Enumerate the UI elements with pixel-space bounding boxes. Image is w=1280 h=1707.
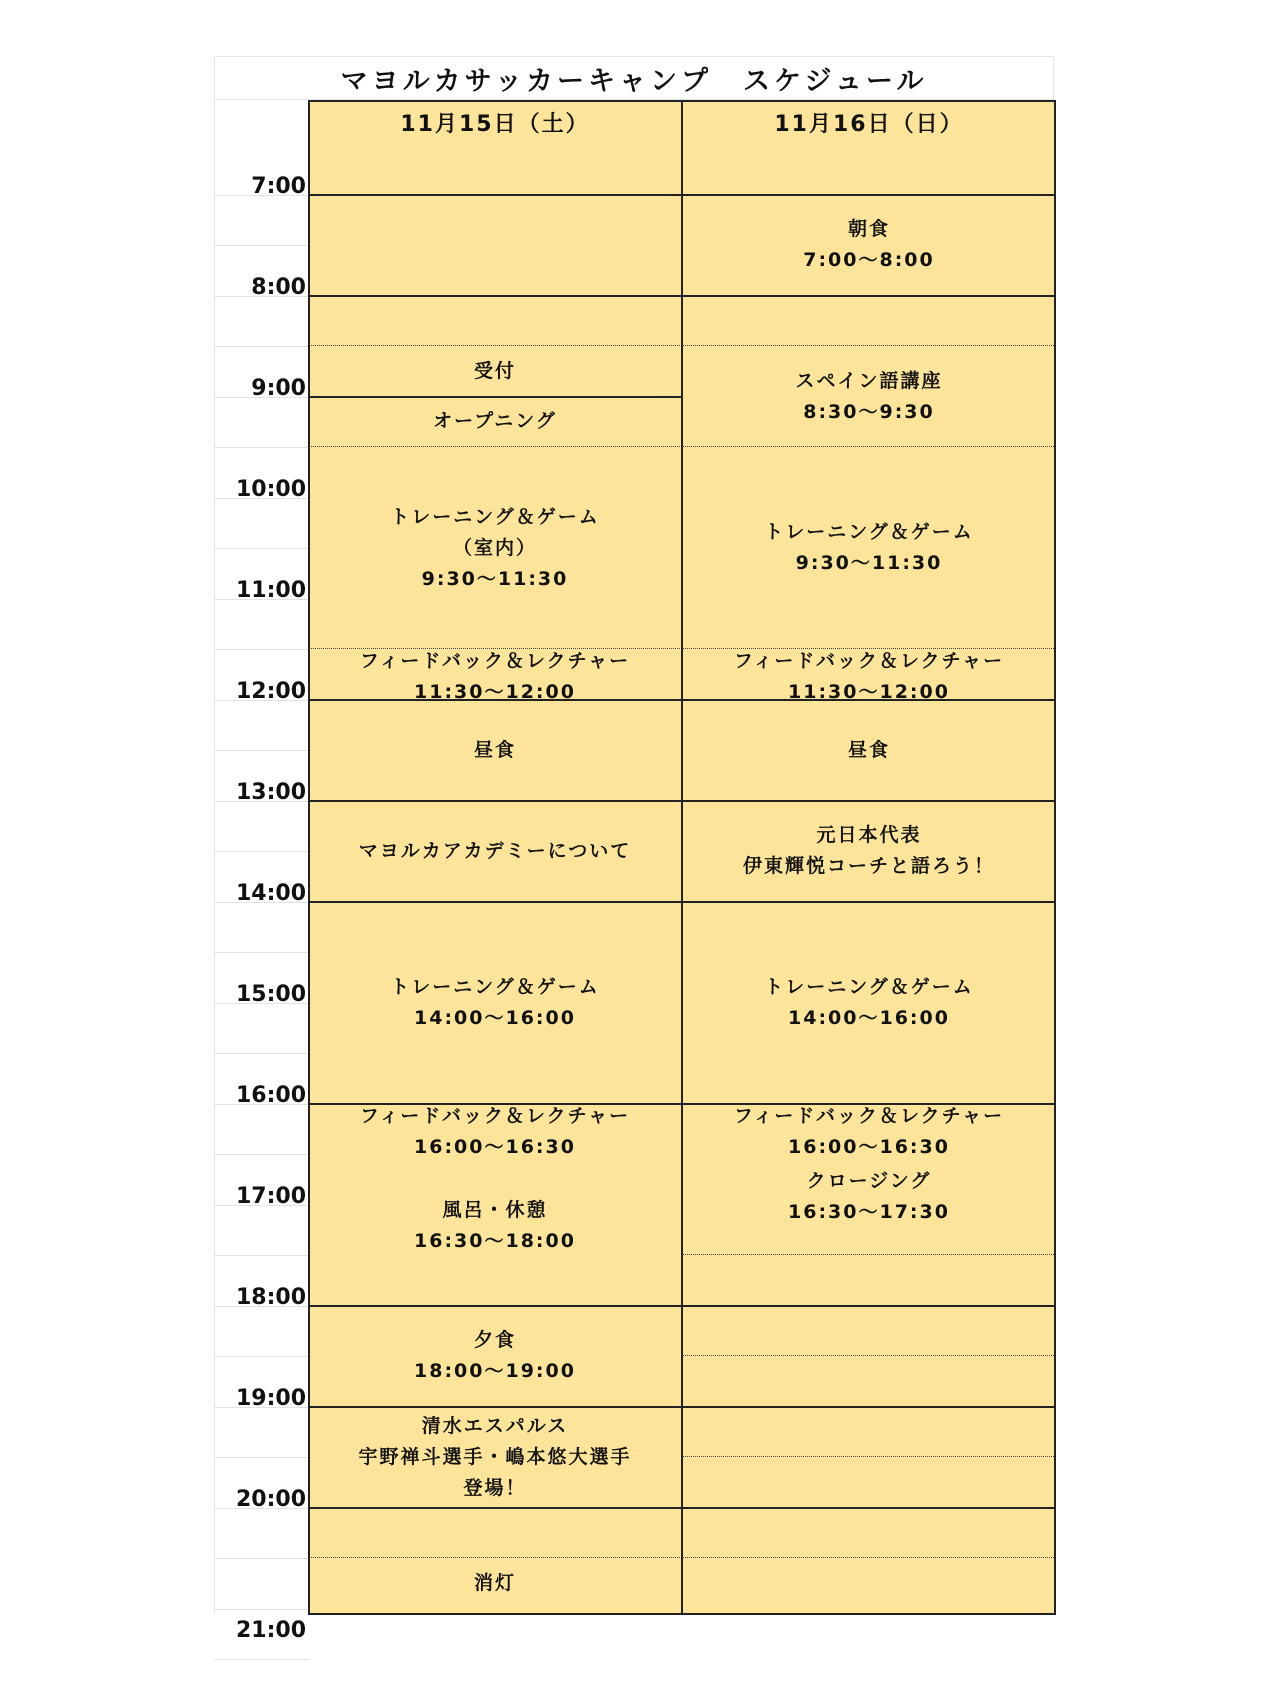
event-text: フィードバック＆レクチャー	[359, 650, 631, 673]
event-text: 7:00〜8:00	[803, 249, 935, 271]
event-text: マヨルカアカデミーについて	[358, 839, 632, 862]
event-text: クロージング	[806, 1169, 932, 1192]
schedule-event	[308, 1306, 682, 1407]
time-gridline	[214, 1609, 308, 1610]
schedule-event	[308, 1407, 682, 1508]
event-text: 昼食	[847, 738, 890, 761]
time-gridline	[214, 1659, 308, 1660]
hour-label: 14:00	[235, 880, 306, 906]
day-header-sun: 11月16日（日）	[774, 111, 964, 137]
time-gridline	[214, 195, 308, 196]
event-text: 16:00〜16:30	[788, 1135, 950, 1158]
time-gridline	[214, 1104, 308, 1105]
time-gridline	[214, 851, 308, 852]
time-gridline	[214, 548, 308, 549]
time-gridline	[214, 498, 308, 499]
time-gridline	[214, 750, 308, 751]
time-gridline	[214, 1407, 308, 1408]
event-text: 11:30〜12:00	[788, 681, 950, 704]
schedule-event	[682, 649, 1056, 706]
event-text: 消灯	[473, 1571, 516, 1594]
time-gridline	[214, 1508, 308, 1509]
event-text: 元日本代表	[816, 824, 922, 846]
time-gridline	[214, 1053, 308, 1054]
event-text: フィードバック＆レクチャー	[733, 650, 1005, 673]
time-gridline	[214, 397, 308, 398]
time-gridline	[214, 700, 308, 701]
schedule-event	[308, 397, 682, 448]
schedule-event	[308, 1146, 682, 1306]
time-gridline	[214, 1154, 308, 1155]
schedule-event	[308, 346, 682, 397]
event-text: （室内）	[452, 536, 537, 559]
schedule-event	[682, 346, 1056, 447]
hour-label: 20:00	[235, 1486, 306, 1512]
event-text: 16:30〜17:30	[788, 1200, 950, 1223]
event-text: 風呂・休憩	[442, 1198, 548, 1221]
event-text: 9:30〜11:30	[795, 552, 943, 574]
hour-label: 16:00	[235, 1082, 306, 1108]
schedule-event	[682, 801, 1056, 902]
time-gridline	[214, 952, 308, 953]
event-text: スペイン語講座	[795, 369, 943, 392]
hour-label: 8:00	[251, 274, 306, 300]
event-text: 14:00〜16:00	[414, 1006, 576, 1029]
schedule-event	[308, 447, 682, 649]
hour-label: 11:00	[235, 577, 306, 603]
hour-label: 7:00	[251, 173, 306, 199]
event-text: トレーニング＆ゲーム	[390, 505, 600, 528]
time-gridline	[214, 447, 308, 448]
event-text: 夕食	[473, 1329, 516, 1351]
event-text: 18:00〜19:00	[414, 1360, 576, 1382]
corner-cell	[214, 100, 308, 144]
hour-label: 13:00	[235, 779, 306, 805]
time-gridline	[214, 245, 308, 246]
hour-label: 12:00	[235, 678, 306, 704]
event-text: 伊東輝悦コーチと語ろう！	[742, 855, 995, 877]
event-text: 9:30〜11:30	[421, 567, 569, 590]
time-gridline	[214, 346, 308, 347]
time-gridline	[214, 1558, 308, 1559]
schedule-event	[308, 902, 682, 1104]
event-text: トレーニング＆ゲーム	[390, 975, 600, 998]
event-text: 受付	[473, 359, 516, 382]
time-gridline	[214, 801, 308, 802]
hour-label: 21:00	[235, 1617, 306, 1643]
schedule-event	[308, 649, 682, 706]
event-text: 14:00〜16:00	[788, 1006, 950, 1029]
schedule-event	[308, 1558, 682, 1609]
hour-label: 17:00	[235, 1183, 306, 1209]
time-gridline	[214, 1306, 308, 1307]
time-gridline	[214, 1003, 308, 1004]
hour-label: 10:00	[235, 476, 306, 502]
event-text: 宇野禅斗選手・嶋本悠大選手	[358, 1445, 632, 1468]
event-text: オープニング	[433, 410, 557, 433]
event-text: 昼食	[473, 738, 516, 761]
time-gridline	[214, 1356, 308, 1357]
schedule-event	[682, 1142, 1056, 1251]
event-text: フィードバック＆レクチャー	[733, 1104, 1005, 1127]
schedule-event	[308, 801, 682, 902]
event-text: トレーニング＆ゲーム	[764, 521, 974, 543]
event-text: フィードバック＆レクチャー	[359, 1104, 631, 1127]
event-text: 清水エスパルス	[421, 1414, 569, 1437]
time-gridline	[214, 649, 308, 650]
event-text: 16:00〜16:30	[414, 1135, 576, 1158]
time-gridline	[214, 296, 308, 297]
schedule-event	[682, 447, 1056, 649]
time-gridline	[214, 599, 308, 600]
hour-label: 15:00	[235, 981, 306, 1007]
event-text: 11:30〜12:00	[414, 681, 576, 704]
hour-label: 18:00	[235, 1284, 306, 1310]
event-text: 16:30〜18:00	[414, 1229, 576, 1252]
schedule-event	[682, 902, 1056, 1104]
time-gridline	[214, 1457, 308, 1458]
day-header-sat: 11月15日（土）	[400, 111, 590, 137]
event-text: 登場！	[463, 1476, 527, 1499]
event-text: トレーニング＆ゲーム	[764, 975, 974, 998]
hour-label: 19:00	[235, 1385, 306, 1411]
time-gridline	[214, 1255, 308, 1256]
schedule-event	[308, 700, 682, 801]
hour-label: 9:00	[251, 375, 306, 401]
time-gridline	[214, 902, 308, 903]
event-text: 8:30〜9:30	[803, 400, 935, 423]
schedule-event	[682, 700, 1056, 801]
schedule-title: マヨルカサッカーキャンプ スケジュール	[214, 56, 1054, 100]
time-gridline	[214, 1205, 308, 1206]
schedule-event	[682, 195, 1056, 296]
event-text: 朝食	[847, 218, 890, 240]
